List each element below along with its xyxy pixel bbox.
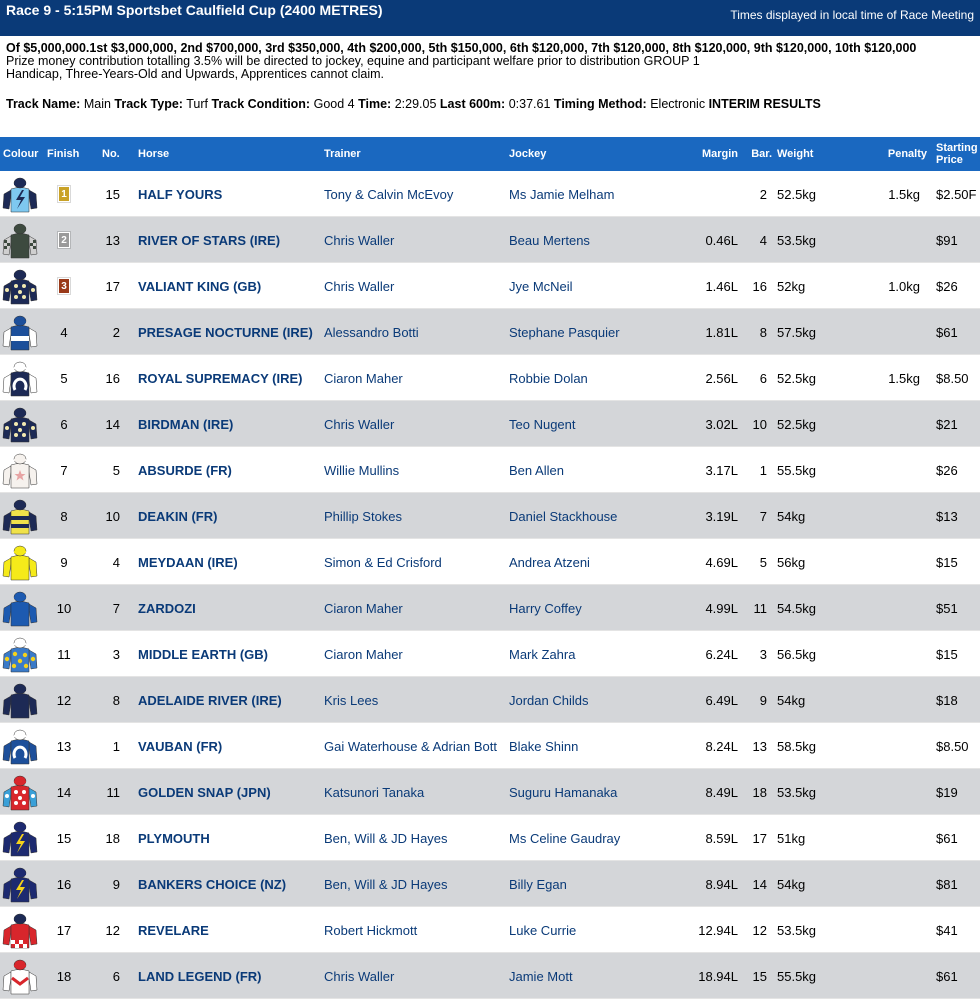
margin: 3.19L — [705, 508, 738, 524]
saddlecloth-number: 1 — [112, 738, 120, 754]
starting-price: $15 — [936, 554, 958, 570]
jockey-silk-icon — [2, 680, 38, 720]
barrier: 2 — [759, 186, 767, 202]
jockey-name[interactable]: Blake Shinn — [509, 738, 579, 754]
trainer-name[interactable]: Katsunori Tanaka — [324, 784, 425, 800]
barrier: 18 — [752, 784, 767, 800]
jockey-name[interactable]: Jordan Childs — [509, 692, 589, 708]
finish-position: 10 — [56, 600, 72, 616]
finish-position: 11 — [57, 646, 71, 662]
horse-name[interactable]: HALF YOURS — [138, 186, 223, 202]
jockey-name[interactable]: Andrea Atzeni — [509, 554, 590, 570]
finish-position — [46, 171, 82, 217]
results-status: INTERIM RESULTS — [708, 97, 821, 111]
weight: 52.5kg — [777, 416, 817, 432]
trainer-name[interactable]: Ben, Will & JD Hayes — [324, 830, 448, 846]
col-trainer[interactable]: Trainer — [324, 148, 361, 160]
barrier: 7 — [759, 508, 767, 524]
starting-price: $13 — [936, 508, 958, 524]
col-number[interactable]: No. — [102, 148, 120, 160]
penalty — [870, 401, 920, 447]
starting-price: $41 — [936, 922, 958, 938]
table-row — [0, 585, 980, 631]
weight: 51kg — [777, 830, 806, 846]
col-starting-price[interactable] — [936, 137, 978, 171]
trainer-name[interactable]: Ciaron Maher — [324, 370, 403, 386]
margin: 3.02L — [705, 416, 738, 432]
finish-position — [46, 263, 82, 309]
saddlecloth-number: 8 — [112, 692, 120, 708]
barrier: 8 — [759, 324, 767, 340]
jockey-silk-icon — [2, 174, 38, 214]
weight: 57.5kg — [777, 324, 817, 340]
track-name: Main — [83, 97, 111, 111]
jockey-name[interactable]: Stephane Pasquier — [509, 324, 620, 340]
table-row — [0, 723, 980, 769]
table-row — [0, 539, 980, 585]
race-info — [0, 36, 980, 81]
trainer-name[interactable]: Robert Hickmott — [324, 922, 418, 938]
trainer-name[interactable]: Gai Waterhouse & Adrian Bott — [324, 738, 497, 754]
margin: 8.49L — [705, 784, 738, 800]
horse-name[interactable]: PLYMOUTH — [138, 830, 210, 846]
col-penalty[interactable]: Penalty — [887, 148, 927, 160]
starting-price: $61 — [936, 324, 958, 340]
horse-name[interactable]: ABSURDE (FR) — [138, 462, 232, 478]
finish-badge: 2 — [58, 232, 70, 248]
barrier: 13 — [752, 738, 767, 754]
col-weight[interactable]: Weight — [777, 148, 814, 160]
weight: 54.5kg — [777, 600, 817, 616]
jockey-name[interactable]: Robbie Dolan — [509, 370, 588, 386]
col-starting-price-line1: Starting — [936, 142, 978, 154]
horse-name[interactable]: GOLDEN SNAP (JPN) — [138, 784, 271, 800]
margin: 1.81L — [705, 324, 738, 340]
barrier: 16 — [752, 278, 767, 294]
weight: 56kg — [777, 554, 806, 570]
penalty — [870, 631, 920, 677]
barrier: 11 — [753, 600, 767, 616]
jockey-name[interactable]: Daniel Stackhouse — [509, 508, 618, 524]
horse-name[interactable]: VALIANT KING (GB) — [138, 278, 262, 294]
weight: 55.5kg — [777, 968, 817, 984]
table-row — [0, 815, 980, 861]
saddlecloth-number: 16 — [105, 370, 120, 386]
margin: 8.94L — [705, 876, 738, 892]
saddlecloth-number: 11 — [106, 784, 120, 800]
jockey-name[interactable]: Billy Egan — [509, 876, 567, 892]
jockey-silk-icon — [2, 634, 38, 674]
jockey-silk-icon — [2, 266, 38, 306]
prize-money: Of $5,000,000.1st $3,000,000, 2nd $700,000, 3rd $350,000, 4th $200,000, 5th $150,000, 6th $120,000, 7th $120,000, 8th $120,000, 9th $120,000, 10th $120,000 — [6, 41, 917, 55]
horse-name[interactable]: BIRDMAN (IRE) — [138, 416, 234, 432]
weight: 53.5kg — [777, 232, 817, 248]
barrier: 6 — [759, 370, 767, 386]
horse-name[interactable]: BANKERS CHOICE (NZ) — [138, 876, 287, 892]
barrier: 17 — [752, 830, 767, 846]
jockey-silk-icon — [2, 910, 38, 950]
margin: 8.59L — [705, 830, 738, 846]
col-horse[interactable]: Horse — [138, 148, 170, 160]
penalty: 1.0kg — [888, 278, 920, 294]
penalty — [870, 769, 920, 815]
jockey-silk-icon — [2, 450, 38, 490]
saddlecloth-number: 13 — [105, 232, 120, 248]
jockey-name[interactable]: Ms Celine Gaudray — [509, 830, 621, 846]
weight: 53.5kg — [777, 784, 817, 800]
starting-price: $26 — [936, 278, 958, 294]
jockey-name[interactable]: Mark Zahra — [509, 646, 576, 662]
track-type: Turf — [186, 97, 208, 111]
weight: 56.5kg — [777, 646, 817, 662]
table-row — [0, 677, 980, 723]
saddlecloth-number: 10 — [105, 508, 120, 524]
table-row — [0, 907, 980, 953]
horse-name[interactable]: RIVER OF STARS (IRE) — [138, 232, 281, 248]
finish-position: 14 — [56, 784, 72, 800]
results-table — [0, 137, 980, 999]
margin: 4.99L — [705, 600, 738, 616]
trainer-name[interactable]: Ciaron Maher — [324, 600, 403, 616]
penalty — [870, 677, 920, 723]
barrier: 15 — [752, 968, 767, 984]
race-header — [0, 0, 980, 36]
table-row — [0, 309, 980, 355]
weight: 52.5kg — [777, 370, 817, 386]
horse-name[interactable]: ROYAL SUPREMACY (IRE) — [138, 370, 303, 386]
jockey-silk-icon — [2, 220, 38, 260]
penalty — [870, 585, 920, 631]
margin: 4.69L — [705, 554, 738, 570]
finish-position: 16 — [56, 876, 72, 892]
horse-name[interactable]: REVELARE — [138, 922, 209, 938]
race-time-label: Time: — [358, 97, 392, 111]
horse-name[interactable]: MIDDLE EARTH (GB) — [138, 646, 268, 662]
starting-price: $21 — [936, 416, 958, 432]
margin: 1.46L — [705, 278, 738, 294]
barrier: 14 — [752, 876, 767, 892]
finish-position: 7 — [60, 462, 68, 478]
table-row — [0, 217, 980, 263]
horse-name[interactable]: LAND LEGEND (FR) — [138, 968, 262, 984]
jockey-silk-icon — [2, 772, 38, 812]
finish-position: 9 — [60, 554, 68, 570]
penalty — [870, 309, 920, 355]
starting-price: $18 — [936, 692, 958, 708]
track-type-label: Track Type: — [114, 97, 183, 111]
jockey-silk-icon — [2, 864, 38, 904]
horse-name[interactable]: ZARDOZI — [138, 600, 196, 616]
col-starting-price-line2: Price — [936, 154, 963, 166]
finish-badge: 3 — [58, 278, 70, 294]
trainer-name[interactable]: Chris Waller — [324, 232, 395, 248]
saddlecloth-number: 4 — [112, 554, 120, 570]
margin: 6.49L — [705, 692, 738, 708]
margin: 2.56L — [705, 370, 738, 386]
finish-position: 12 — [56, 692, 72, 708]
horse-name[interactable]: VAUBAN (FR) — [138, 738, 223, 754]
margin — [680, 171, 738, 217]
finish-position: 6 — [60, 416, 68, 432]
trainer-name[interactable]: Ciaron Maher — [324, 646, 403, 662]
table-row — [0, 263, 980, 309]
starting-price: $26 — [936, 462, 958, 478]
jockey-silk-icon — [2, 588, 38, 628]
penalty — [870, 907, 920, 953]
finish-position: 17 — [56, 922, 72, 938]
table-row — [0, 401, 980, 447]
saddlecloth-number: 15 — [105, 186, 120, 202]
penalty — [870, 493, 920, 539]
table-row — [0, 953, 980, 999]
jockey-name[interactable]: Harry Coffey — [509, 600, 582, 616]
penalty — [870, 539, 920, 585]
trainer-name[interactable]: Alessandro Botti — [324, 324, 419, 340]
table-row — [0, 171, 980, 217]
penalty — [870, 447, 920, 493]
starting-price: $91 — [936, 232, 958, 248]
jockey-silk-icon — [2, 312, 38, 352]
jockey-name[interactable]: Beau Mertens — [509, 232, 590, 248]
saddlecloth-number: 6 — [112, 968, 120, 984]
finish-position: 8 — [60, 508, 68, 524]
race-time: 2:29.05 — [394, 97, 437, 111]
col-margin[interactable]: Margin — [701, 148, 738, 160]
saddlecloth-number: 5 — [112, 462, 120, 478]
track-name-label: Track Name: — [6, 97, 81, 111]
table-body — [0, 171, 980, 999]
jockey-silk-icon — [2, 542, 38, 582]
margin: 0.46L — [705, 232, 738, 248]
barrier: 10 — [752, 416, 767, 432]
welfare-contribution: Prize money contribution totalling 3.5% will be directed to jockey, equine and participant welfare prior to distribution GROUP 1 — [6, 54, 700, 68]
margin: 18.94L — [698, 968, 738, 984]
weight: 54kg — [777, 876, 806, 892]
finish-position: 4 — [60, 324, 68, 340]
weight: 54kg — [777, 508, 806, 524]
barrier: 1 — [759, 462, 767, 478]
jockey-name[interactable]: Teo Nugent — [509, 416, 576, 432]
saddlecloth-number: 17 — [105, 278, 120, 294]
saddlecloth-number: 14 — [105, 416, 120, 432]
table-row — [0, 447, 980, 493]
jockey-silk-icon — [2, 358, 38, 398]
jockey-silk-icon — [2, 496, 38, 536]
finish-badge: 1 — [58, 186, 70, 202]
weight: 54kg — [777, 692, 806, 708]
trainer-name[interactable]: Kris Lees — [324, 692, 379, 708]
saddlecloth-number: 2 — [112, 324, 120, 340]
horse-name[interactable]: ADELAIDE RIVER (IRE) — [138, 692, 282, 708]
finish-position: 15 — [56, 830, 72, 846]
barrier: 12 — [752, 922, 767, 938]
penalty — [870, 217, 920, 263]
track-condition-label: Track Condition: — [211, 97, 311, 111]
penalty: 1.5kg — [888, 370, 920, 386]
table-row — [0, 355, 980, 401]
penalty — [870, 953, 920, 999]
timing-method-label: Timing Method: — [553, 97, 647, 111]
trainer-name[interactable]: Chris Waller — [324, 968, 395, 984]
margin: 12.94L — [698, 922, 738, 938]
horse-name[interactable]: DEAKIN (FR) — [138, 508, 218, 524]
jockey-name[interactable]: Ms Jamie Melham — [509, 186, 615, 202]
jockey-silk-icon — [2, 726, 38, 766]
weight: 55.5kg — [777, 462, 817, 478]
jockey-silk-icon — [2, 818, 38, 858]
saddlecloth-number: 3 — [112, 646, 120, 662]
trainer-name[interactable]: Ben, Will & JD Hayes — [324, 876, 448, 892]
race-conditions: Handicap, Three-Years-Old and Upwards, Apprentices cannot claim. — [6, 67, 384, 81]
barrier: 5 — [759, 554, 767, 570]
table-row — [0, 493, 980, 539]
penalty: 1.5kg — [888, 186, 920, 202]
penalty — [870, 815, 920, 861]
jockey-silk-icon — [2, 956, 38, 996]
penalty — [870, 723, 920, 769]
jockey-name[interactable]: Ben Allen — [509, 462, 564, 478]
saddlecloth-number: 7 — [112, 600, 120, 616]
starting-price: $8.50 — [936, 370, 969, 386]
margin: 3.17L — [705, 462, 738, 478]
finish-position: 5 — [60, 370, 68, 386]
starting-price: $61 — [936, 968, 958, 984]
jockey-name[interactable]: Suguru Hamanaka — [509, 784, 618, 800]
trainer-name[interactable]: Willie Mullins — [324, 462, 400, 478]
jockey-silk-icon — [2, 404, 38, 444]
last-600m-label: Last 600m: — [439, 97, 506, 111]
starting-price: $8.50 — [936, 738, 969, 754]
starting-price: $51 — [936, 600, 958, 616]
starting-price: $61 — [936, 830, 958, 846]
trainer-name[interactable]: Simon & Ed Crisford — [324, 554, 442, 570]
saddlecloth-number: 18 — [105, 830, 120, 846]
race-title: Race 9 - 5:15PM Sportsbet Caulfield Cup (2400 METRES) — [6, 2, 383, 18]
finish-position: 13 — [56, 738, 72, 754]
weight: 58.5kg — [777, 738, 817, 754]
starting-price: $81 — [936, 876, 958, 892]
trainer-name[interactable]: Phillip Stokes — [324, 508, 403, 524]
col-finish[interactable]: Finish — [47, 148, 80, 160]
track-details — [0, 97, 980, 113]
starting-price: $2.50F — [936, 186, 977, 202]
jockey-name[interactable]: Jye McNeil — [509, 278, 573, 294]
col-jockey[interactable]: Jockey — [509, 148, 547, 160]
col-colour[interactable]: Colour — [3, 148, 39, 160]
col-barrier[interactable]: Bar. — [751, 148, 772, 160]
weight: 52kg — [777, 278, 806, 294]
penalty — [870, 861, 920, 907]
weight: 52.5kg — [777, 186, 817, 202]
horse-name[interactable]: MEYDAAN (IRE) — [138, 554, 238, 570]
table-row — [0, 769, 980, 815]
trainer-name[interactable]: Chris Waller — [324, 416, 395, 432]
jockey-name[interactable]: Luke Currie — [509, 922, 577, 938]
table-row — [0, 861, 980, 907]
table-header — [0, 137, 980, 171]
trainer-name[interactable]: Tony & Calvin McEvoy — [324, 186, 454, 202]
starting-price: $19 — [936, 784, 958, 800]
weight: 53.5kg — [777, 922, 817, 938]
margin: 6.24L — [705, 646, 738, 662]
finish-position — [46, 217, 82, 263]
barrier: 9 — [759, 692, 767, 708]
barrier: 3 — [759, 646, 767, 662]
saddlecloth-number: 12 — [105, 922, 120, 938]
finish-position: 18 — [56, 968, 72, 984]
last-600m: 0:37.61 — [508, 97, 551, 111]
saddlecloth-number: 9 — [112, 876, 120, 892]
track-condition: Good 4 — [313, 97, 355, 111]
table-row — [0, 631, 980, 677]
barrier: 4 — [759, 232, 767, 248]
horse-name[interactable]: PRESAGE NOCTURNE (IRE) — [138, 324, 313, 340]
timezone-note: Times displayed in local time of Race Meeting — [730, 8, 974, 22]
jockey-name[interactable]: Jamie Mott — [509, 968, 573, 984]
timing-method: Electronic — [650, 97, 706, 111]
margin: 8.24L — [705, 738, 738, 754]
trainer-name[interactable]: Chris Waller — [324, 278, 395, 294]
starting-price: $15 — [936, 646, 958, 662]
